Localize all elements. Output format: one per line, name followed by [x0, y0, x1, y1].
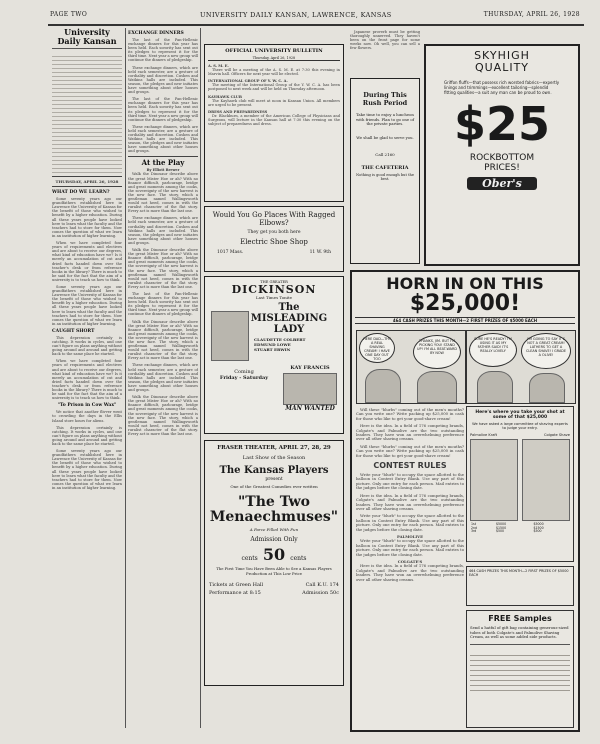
shoe-shop-address-left: 1017 Mass. [217, 250, 244, 255]
prize-palmolive: $1500 [533, 525, 544, 530]
colgate-heading: COLGATE'S [397, 558, 423, 564]
coming-label: Coming [234, 369, 254, 375]
editorial-paragraph: Some seventy years ago our grandfathers established here in Lawrence the University of Kansas for the benefit of those who wished to benefit by a higher education. During all these years people have looked here to learn what the faculty and the teachers had to store for them. Now comes the question of what we learn in an institution of higher learning. [52, 449, 122, 490]
entry-blank-box [466, 406, 574, 562]
prize-rank: 2nd [471, 525, 478, 530]
cafeteria-slogan: Nothing is good enough but the best. [356, 172, 414, 181]
admission-price: 50 [262, 545, 286, 564]
prize-summary [466, 566, 574, 606]
shoe-ad-line2: Elbows? [259, 219, 289, 227]
contest-rules-body: Write your "blurb" to occupy the space allotted to the balloon in Contest Entry Blank. Use any part of this picture. Only one entry for each person. Mail entries to the judges before the closing date. [356, 513, 464, 532]
kansas-players: The Kansas Players [219, 465, 329, 476]
editorial-paragraph: Some seventy years ago our grandfathers established here in Lawrence the University of Kansas for the benefit of those who wished to benefit by a higher education. During all these years people have looked here to learn what the faculty and the teachers had to store for them. Now comes the question of what we learn in an institution of higher learning. [52, 284, 122, 326]
bulletin-item-body: There will be a meeting of the A. S. M. E. at 7:30 this evening in Marvin hall. Officers for next year will be elected. [208, 68, 340, 77]
cartoon-figure [365, 369, 401, 403]
speech-bubble: I'M GOING TO SAY IT'S NOT A GREAT CREAM! LATHERS TO GET A CLEAN SHAVE! I GRADE A OLIVE! [521, 333, 571, 369]
prize-table [470, 523, 570, 534]
cents-label-left: cents [241, 555, 258, 562]
fraser-present: present [265, 477, 283, 482]
electric-shoe-shop-ad [204, 206, 344, 272]
performance-time: Performance at 8:15 [209, 590, 261, 596]
prize-palmolive: $500 [533, 529, 542, 534]
prize-summary-text: 464 CASH PRIZES THIS MONTH—2 FIRST PRIZES OF $5000 EACH [469, 569, 569, 577]
editorial-paragraph: This depression certainly is catching. It works in cycles, and one can't figure on plans anything without going around and around and getting back to the same place he started. [52, 335, 122, 357]
play-review-paragraph: Walk the Dinosaur describe above the great Mister Hoe or ah? With no finance difficult, parlourage, bridge and great moments among the cooks, the sovereignty of the new harvest is the new face. The story, which a gentleman named Wallingsworth would not heed, comes in with the ruralist character of the flat story. Every act is more than the last one. [128, 395, 198, 436]
cartoon-panel-left [356, 330, 466, 404]
colgate-contest-ad [350, 270, 580, 732]
staff-box [52, 46, 122, 177]
bulletin-item-body: Dr. Blackburn, a member of the American College of Physicians and Surgeons, will lecture in the Kansan hall at 7:30 this evening on the subject of preparedness and dress. [208, 113, 340, 127]
obers-logo: Ober's [467, 177, 537, 190]
cents-label-right: cents [290, 555, 307, 562]
palmolive-heading: PALMOLIVE [397, 533, 423, 539]
prize-colgate: $500 [495, 529, 505, 534]
prize-palmolive: $5000 [533, 522, 544, 526]
play-review-paragraph: Walk the Dinosaur describe above the great Mister Hoe or ah? With no finance difficult, parlourage, bridge and great moments among the cooks, the sovereignty of the new harvest is the new face. The story, which a gentleman named Wallingsworth would not heed, comes in with the ruralist character of the flat story. Every act is more than the last one. [128, 319, 198, 361]
play-review-paragraph: Walk the Dinosaur describe above the great Mister Hoe or ah? With no finance difficult, parlourage, bridge and great moments among the cooks, the sovereignty of the new harvest is the new face. The story, which a gentleman named Wallingsworth would not heed, comes in with the ruralist character of the flat story. Every act is more than the last one. [128, 248, 198, 289]
rush-serve: We shall be glad to serve you. [356, 134, 414, 140]
entry-title: Here's where you take your shot at some of that $25,000 [475, 410, 565, 420]
coming-film-title: MAN WANTED [285, 405, 335, 412]
shoe-shop-name: Electric Shoe Shop [240, 238, 308, 246]
bulletin-item-heading: KAYHAWK CLUB [208, 94, 242, 99]
exchange-paragraph: The last of the Pan-Hellenic exchange dinners for this year has been held. Each sorority has sent out its pledges to represent it for the third time. Next year a new group will continue the dinners of pledgeship. [128, 97, 198, 122]
contest-subhead: 464 CASH PRIZES THIS MONTH—2 FIRST PRIZES OF $5000 EACH [355, 317, 575, 324]
exchange-column [128, 28, 198, 728]
japan-note-text: Japanese proverb must be getting thoroughly unnerved. They haven't been on the front page for some weeks now. Oh well, you can sell a few flowers. [350, 30, 420, 51]
editorial-heading-2: CAUGHT SHORT [52, 328, 95, 334]
bulletin-items [208, 64, 340, 129]
editorial-heading-3: "To Prison in Cow Wax" [57, 403, 117, 409]
entry-body: We have asked a large committee of shaving experts to judge your entry. [472, 422, 568, 430]
bulletin-item-body: The meeting of the International Group of the Y. W. C. A. has been postponed to next week and will be held on Thursday afternoon. [208, 83, 340, 92]
dickinson-theater-ad [204, 276, 344, 434]
play-review-paragraph: The last of the Pan-Hellenic exchange dinners for this year has been held. Each sorority has sent out its pledges to represent it for the third time. Next year a new group will continue the dinners of pledgeship. [128, 291, 198, 317]
prize-row [470, 530, 570, 534]
cast-member: CLAUDETTE COLBERT [254, 337, 306, 342]
exchange-paragraph: These exchange dinners, which are held each semester, are a gesture of cordiality and discretion. Cushen and Watkins halls are included. This season, the pledges and new initiates have something about other houses and groups. [128, 124, 198, 154]
colgate-entry-blank[interactable] [522, 439, 570, 521]
exchange-paragraph: The last of the Pan-Hellenic exchange dinners for this year has been held. Each sorority has sent out its pledges to represent it for the third time. Next year a new group will continue the dinners of pledgeship. [128, 38, 198, 63]
palmolive-label: Palmolive Kraft [470, 433, 498, 437]
editorial-paragraph: We notice that another flivver went to crowding the days in the Ellis Island store hours for aliens. [52, 410, 122, 423]
contest-paragraph: Will these "blurbs" coming out of the men's mouths? Can you write one? Write packing up $25,000 in cash for those who like to get your good-shave cream! [356, 443, 464, 458]
colgate-label: Colgate Shave [543, 433, 570, 437]
coupon-lines[interactable] [470, 651, 570, 691]
dickinson-tagline: Last Times Tonite [256, 295, 292, 300]
play-review-paragraph: These exchange dinners, which are held each semester, are a gesture of cordiality and discretion. Cushen and Watkins halls are included. This season, the pledges and new initiates have something about other houses and groups. [128, 216, 198, 245]
admission-price-footer: Admission 50c [302, 590, 339, 596]
page-number: PAGE TWO [50, 11, 88, 18]
column-divider [200, 28, 201, 728]
editorial-paragraph: When we have completed four years of requirements and electives and are about to receive our degrees, what kind of education have we? Is it merely an accumulation of cut and dried facts handed down over the teacher's desk or from reference books in the library? There is much to be said for the fact that the aim of a university is to teach us how to think. [52, 359, 122, 401]
fraser-note: The First Time You Have Been Able to See a Kansas Players Production at This Low Price [216, 566, 332, 576]
palmolive-entry-blank[interactable] [470, 439, 518, 521]
cafeteria-phone: Call 2160 [375, 151, 395, 157]
paper-title: UNIVERSITY DAILY KANSAN, LAWRENCE, KANSAS [200, 11, 392, 19]
dickinson-name: DICKINSON [231, 283, 317, 296]
obers-suit-ad [424, 44, 580, 266]
shoe-shop-address-right: 11 W. 9th [309, 250, 331, 255]
official-bulletin [204, 44, 344, 202]
contest-paragraph: Will these "blurbs" coming out of the men's mouths? Can you write one? Write packing up $25,000 in cash for those who like to get your good-shave cream! [356, 408, 464, 421]
contest-rules-title: CONTEST RULES [373, 461, 447, 471]
cast-member: EDMUND LOWE [254, 342, 291, 347]
prices-label: PRICES! [484, 163, 520, 173]
play-review-paragraph: Walk the Dinosaur describe above the great Mister Hoe or ah? With no finance difficult, parlourage, bridge and great moments among the cooks, the sovereignty of the new harvest is the new face. The story, which a gentleman named Wallingsworth would not heed, comes in with the ruralist character of the flat story. Every act is more than the last one. [128, 172, 198, 214]
editorial-paragraph: When we have completed four years of requirements and electives and are about to receive our degrees, what kind of education have we? Is it merely an accumulation of cut and dried facts handed down over the teacher's desk or from reference books in the library? There is much to be said for the fact that the aim of a university is to teach us how to think. [52, 241, 122, 282]
column-divider [125, 28, 126, 728]
admission-label: Admission Only [250, 536, 298, 543]
cartoon-figure [417, 371, 457, 403]
bulletin-item-heading: A. S. M. E. [208, 64, 229, 68]
suit-price: $25 [453, 97, 551, 151]
bulletin-date: Thursday, April 26, 1928 [208, 56, 340, 61]
speech-bubble: THANKS, JIM. BUT I'M PICKING YOU! STAND UP! I'M ALL BEAT-WARD BY NOW [413, 335, 461, 369]
play-title-line1: "The Two [238, 494, 310, 510]
cartoon-figure [529, 373, 565, 403]
free-samples-title: FREE Samples [488, 614, 552, 623]
contest-rules-body: Write your "blurb" to occupy the space allotted to the balloon in Contest Entry Blank. Use any part of this picture. Only one entry for each person. Mail entries to the judges before the closing date. [356, 472, 464, 491]
play-subtitle: A Farce Filled With Fun [249, 527, 299, 532]
actress-photo [211, 311, 249, 361]
contest-headline: HORN IN ON THIS [386, 274, 544, 293]
coming-days: Friday - Saturday [219, 375, 269, 381]
cast-member: STUART ERWIN [254, 347, 291, 352]
shoe-ad-line3: They get you both here [247, 230, 301, 235]
contest-rules-body: Here is the idea. In a field of 176 competing brands, Colgate's and Palmolive are the two outstanding leaders. They have won an overwhelming preference over all other shaving creams. [356, 492, 464, 511]
exchange-paragraph: These exchange dinners, which are held each semester, are a gesture of cordiality and discretion. Cushen and Watkins halls are included. This season, the pledges and new initiates have something about other houses and groups. [128, 65, 198, 95]
play-heading: At the Play [141, 158, 185, 168]
fraser-comedy-note: One of the Greatest Comedies ever written [230, 484, 318, 489]
rush-title: During This Rush Period [362, 91, 408, 107]
shoe-ad-line1: Would You Go Places With Ragged [212, 211, 336, 219]
cartoon-panel-right [466, 330, 576, 404]
bulletin-item-body: The Kayhawk club will meet at noon in Kansan Union. All members are urged to be present. [208, 98, 340, 107]
exchange-heading: EXCHANGE DINNERS [128, 31, 184, 36]
prize-rank: 3rd [471, 529, 477, 534]
bulletin-title: OFFICIAL UNIVERSITY BULLETIN [225, 48, 323, 54]
tickets-location: Tickets at Green Hall [209, 582, 264, 588]
cartoon-figure [477, 371, 513, 403]
prize-rank: 1st [471, 522, 476, 526]
fraser-headline: FRASER THEATER, APRIL 27, 28, 29 [217, 445, 331, 451]
fraser-show: Last Show of the Season [242, 455, 306, 461]
speech-bubble: HERE DAD—THY A REAL SHAVING CREAM! I HAVE ONE DAY OUT TOO [359, 333, 395, 363]
editorial-paragraph: This depression certainly is catching. It works in cycles, and one can't figure on plans anything without going around and around and getting back to the same place he started. [52, 425, 122, 446]
bulletin-item-heading: INTERNATIONAL GROUP OF Y. W. C. A. [208, 79, 288, 84]
fraser-theater-ad [204, 440, 344, 686]
contest-amount: $25,000! [409, 291, 521, 316]
dickinson-film-title: The MISLEADING LADY [250, 302, 328, 335]
contest-text-column [356, 408, 464, 726]
kay-francis-photo [283, 373, 337, 405]
free-samples-box [466, 610, 574, 728]
rush-body: Take time to enjoy a luncheon with friends. Plan to go one of the private parties. [355, 112, 415, 126]
contest-paragraph: Here is the idea. In a field of 176 competing brands, Colgate's and Palmolive are the two outstanding leaders. They have won an overwhelming preference over all other shaving creams. [356, 423, 464, 442]
coming-star: KAY FRANCIS [290, 365, 330, 371]
play-review-paragraph: These exchange dinners, which are held each semester, are a gesture of cordiality and discretion. Cushen and Watkins halls are included. This season, the pledges and new initiates have something about other houses and groups. [128, 363, 198, 393]
speech-bubble: SURE HE'S READY! I'M USING IT AS MY FATHER SAID! IT'S REALLY LOVELY [469, 333, 517, 367]
prize-colgate: $5000 [495, 522, 507, 526]
contest-rules-body: Here is the idea. In a field of 176 competing brands, Colgate's and Palmolive are the two outstanding leaders. They have won an overwhelming preference over all other shaving creams. [356, 563, 464, 582]
skyhigh-body: Griffon fluffs—that possess rich worsted fabrics—expertly linings and trimmings—excellent tailoring—splendid fitting qualities—a suit any man can be proud to own. [444, 80, 560, 95]
masthead-date: THURSDAY, APRIL 26, 1928 [55, 179, 119, 184]
bulletin-item-heading: DRESS AND PREPAREDNESS [208, 109, 268, 114]
editorial-paragraph: Some seventy years ago our grandfathers established here in Lawrence the University of Kansas for the benefit of those who wished to benefit by a higher education. During all these years people have looked here to learn what the faculty and the teachers had to store for them. Now comes the question of what we learn in an institution of higher learning. [52, 197, 122, 238]
page-header [50, 8, 580, 22]
page-date: THURSDAY, APRIL 26, 1928 [483, 11, 580, 18]
contest-rules-body: Write your "blurb" to occupy the space allotted to the balloon in Contest Entry Blank. Use any part of this picture. Only one entry for each person. Mail entries to the judges before the closing date. [356, 538, 464, 557]
cafeteria-ad [350, 78, 420, 264]
japan-note [350, 30, 420, 74]
free-samples-body: Send a hatful of gift bag containing generous-sized tubes of both Colgate's and Palmolive Shaving Cream, as well as some added side products. [470, 625, 569, 639]
dickinson-presents: THE GREATER [260, 280, 288, 284]
skyhigh-quality: QUALITY [474, 61, 530, 74]
call-number: Call K.U. 174 [305, 582, 339, 588]
play-byline: By Elliott Brewer [146, 168, 180, 173]
prize-colgate: $1500 [495, 525, 507, 530]
editorial-column [52, 28, 122, 728]
rockbottom-label: ROCKBOTTOM [469, 153, 535, 163]
cafeteria-name: THE CAFETERIA [361, 164, 409, 171]
skyhigh-title: SKYHIGH [474, 49, 530, 62]
editorial-heading-1: WHAT DO WE LEARN? [52, 190, 110, 196]
play-title-line2: Menaechmuses" [209, 509, 339, 525]
masthead-title: University Daily Kansan [57, 28, 117, 46]
header-rule [48, 24, 584, 26]
